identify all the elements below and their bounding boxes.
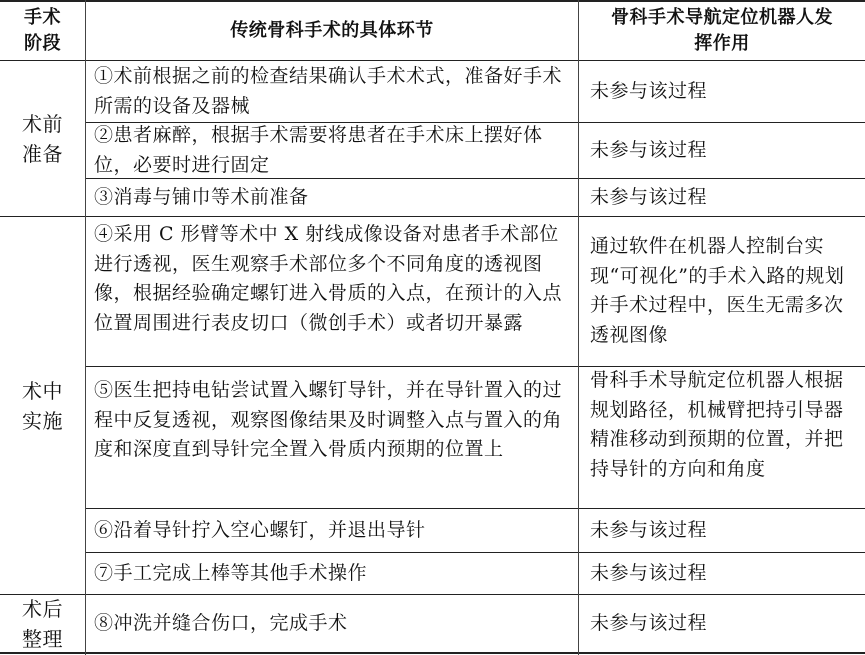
robot-role-cell xyxy=(590,179,860,216)
stage-intra-op-text: 术中 实施 xyxy=(22,378,63,433)
stage-pre-op xyxy=(0,61,85,216)
robot-role-text: 未参与该过程 xyxy=(590,561,708,584)
robot-role-cell xyxy=(590,509,860,552)
step-cell xyxy=(94,121,574,180)
robot-role-text: 未参与该过程 xyxy=(590,611,708,634)
table-bottom-rule xyxy=(0,652,865,654)
header-procedure xyxy=(86,2,578,60)
step-cell xyxy=(94,595,574,652)
step-text: ④采用 C 形臂等术中 X 射线成像设备对患者手术部位进行透视，医生观察手术部位多个不同角度的透视图像，根据经验确定螺钉进入骨质的入点，在预计的入点位置周围进行表皮切口（微创手术）或者切开暴露 xyxy=(94,223,563,334)
step-text: ⑧冲洗并缝合伤口，完成手术 xyxy=(94,611,348,634)
step-cell xyxy=(94,376,574,465)
header-stage-text: 手术 阶段 xyxy=(24,7,61,54)
robot-role-cell xyxy=(590,61,860,122)
header-robot-role xyxy=(579,2,865,60)
section-rule xyxy=(0,216,865,217)
column-rule xyxy=(578,0,579,655)
step-text: ②患者麻醉，根据手术需要将患者在手术床上摆好体位，必要时进行固定 xyxy=(94,124,543,176)
stage-intra-op xyxy=(0,217,85,594)
robot-role-text: 骨科手术导航定位机器人根据规划路径，机械臂把持引导器精准移动到预期的位置，并把持导针的方向和角度 xyxy=(590,369,844,480)
stage-post-op xyxy=(0,595,85,652)
step-text: ⑥沿着导针拧入空心螺钉，并退出导针 xyxy=(94,518,426,541)
step-cell xyxy=(94,62,574,121)
robot-role-cell xyxy=(590,553,860,594)
robot-role-cell xyxy=(590,232,860,350)
step-cell xyxy=(94,509,574,552)
robot-role-text: 未参与该过程 xyxy=(590,138,708,161)
robot-role-text: 未参与该过程 xyxy=(590,518,708,541)
column-rule xyxy=(85,0,86,655)
robot-role-text: 未参与该过程 xyxy=(590,185,708,208)
stage-pre-op-text: 术前 准备 xyxy=(22,111,63,166)
step-text: ③消毒与铺巾等术前准备 xyxy=(94,185,309,208)
header-procedure-text: 传统骨科手术的具体环节 xyxy=(230,20,434,41)
step-cell xyxy=(94,553,574,594)
stage-post-op-text: 术后 整理 xyxy=(22,596,63,651)
robot-role-cell xyxy=(590,123,860,178)
step-text: ⑤医生把持电钻尝试置入螺钉导针，并在导针置入的过程中反复透视，观察图像结果及时调整入点与置入的角度和深度直到导针完全置入骨质内预期的位置上 xyxy=(94,379,563,460)
robot-role-cell xyxy=(590,595,860,652)
step-text: ⑦手工完成上棒等其他手术操作 xyxy=(94,561,368,584)
step-cell xyxy=(94,179,574,216)
robot-role-cell xyxy=(590,366,860,484)
robot-role-text: 通过软件在机器人控制台实现“可视化”的手术入路的规划并手术过程中，医生无需多次透视图像 xyxy=(590,235,845,346)
step-text: ①术前根据之前的检查结果确认手术术式，准备好手术所需的设备及器械 xyxy=(94,65,563,117)
header-robot-role-text: 骨科手术导航定位机器人发 挥作用 xyxy=(611,7,833,54)
step-cell xyxy=(94,220,574,338)
header-stage xyxy=(0,2,85,60)
robot-role-text: 未参与该过程 xyxy=(590,79,708,102)
